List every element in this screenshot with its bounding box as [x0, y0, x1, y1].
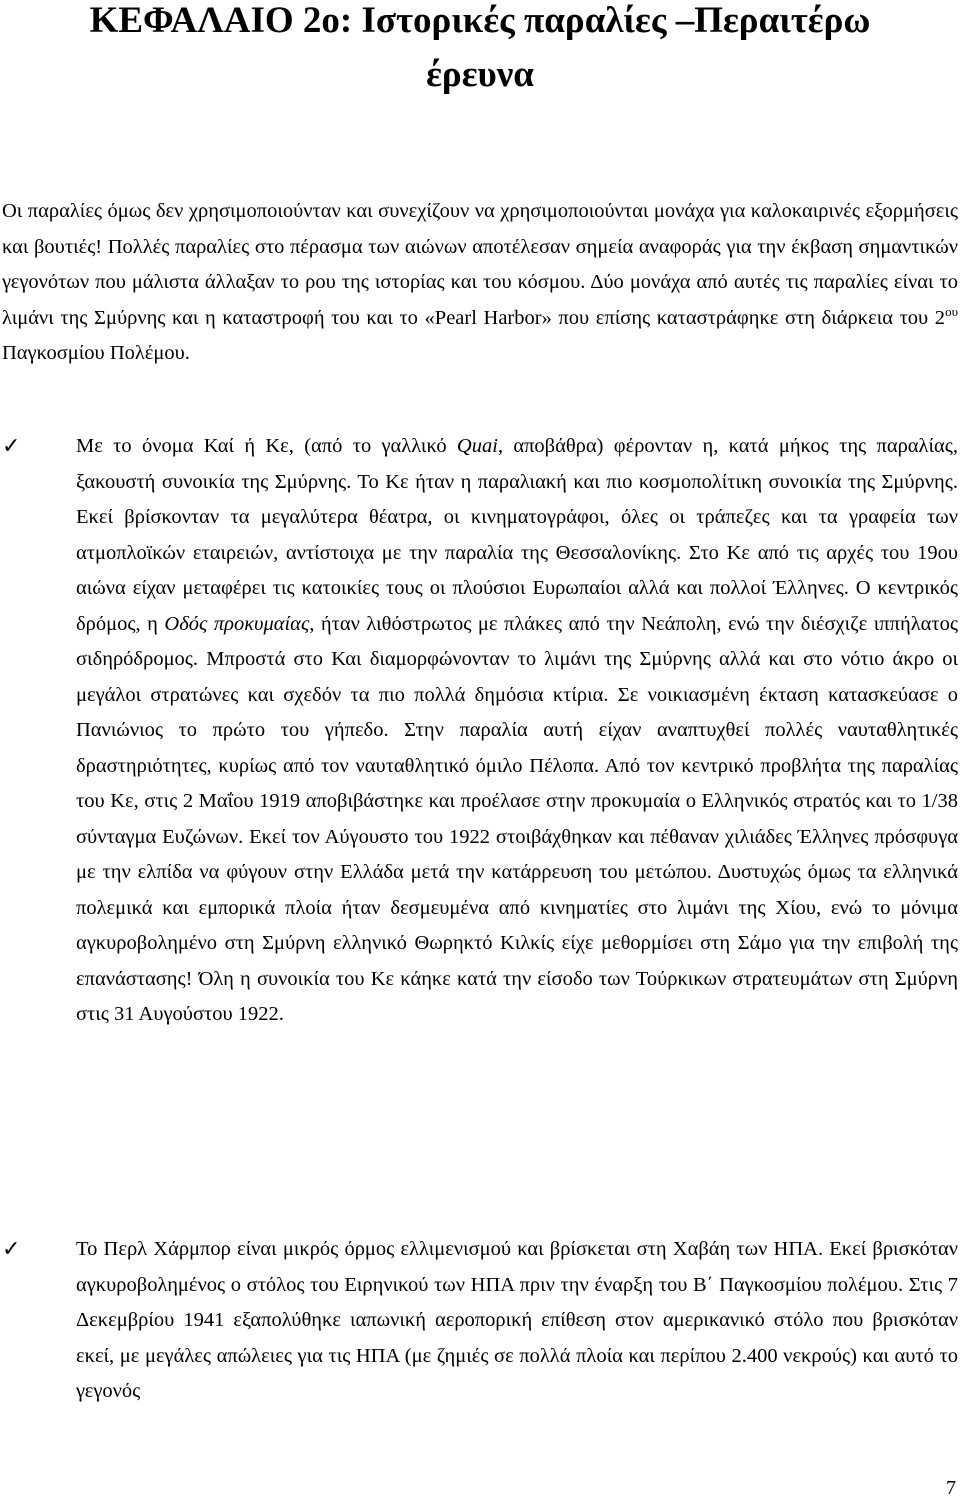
heading-line-1: ΚΕΦΑΛΑΙΟ 2ο: Ιστορικές παραλίες –Περαιτέρω [89, 0, 871, 41]
page-number: 7 [946, 1477, 956, 1499]
chapter-heading [0, 0, 960, 102]
smyrna-text-3: , ήταν λιθόστρωτος με πλάκες από την Νεάπολη, ενώ την διέσχιζε ιππήλατος σιδηρόδρομος. [76, 612, 959, 670]
italic-term-quai: Quai [456, 435, 498, 457]
bullet-smyrna-text [76, 429, 958, 1033]
bullet-smyrna [0, 429, 960, 1033]
smyrna-text-4: Μπροστά στο Και διαμορφώνονταν το λιμάνι της Σμύρνης αλλά και στο νότιο άκρο οι μεγάλοι στρατώνες και σχεδόν τα πιο πολλά δημόσια κτίρια. Σε νοικιασμένη έκταση κατασκεύασε ο Πανιώνιος το πρώτο του γήπεδο. Στην παραλία αυτή είχαν αναπτυχθεί πολλές ναυταθλητικές δραστηριότητες, κυρίως από τον ναυταθλητικό όμιλο Πέλοπα. Από τον κεντρικό προβλήτα της παραλίας του Κε, στις 2 Μαΐου 1919 αποβιβάστηκε και προέλασε στην προκυμαία ο Ελληνικός στρατός και το 1/38 σύνταγμα Ευζώνων. Εκεί τον Αύγουστο του 1922 στοιβάχθηκαν και πέθαναν χιλιάδες Έλληνες πρόσφυγα με την ελπίδα να φύγουν στην Ελλάδα μετά την κατάρρευση του μετώπου. Δυστυχώς όμως τα ελληνικά πολεμικά και εμπορικά πλοία ήταν δεσμευμένα από κινηματίες στο λιμάνι της Χίου, ενώ το μόνιμα αγκυροβολημένο στη Σμύρνη ελληνικό Θωρηκτό Κιλκίς είχε μεθορμίσει στη Σάμο για την επιβολή της επανάστασης! Όλη η συνοικία του Κε κάηκε κατά την είσοδο των Τούρκικων στρατευμάτων στη Σμύρνη στις 31 Αυγούστου 1922. [76, 648, 959, 1025]
smyrna-text-2: , αποβάθρα) φέρονταν η, κατά μήκος της παραλίας, ξακουστή συνοικία της Σμύρνης. Το Κε ήταν η παραλιακή και πιο κοσμοπολίτικη συνοικία της Σμύρνης. Εκεί βρίσκονταν τα μεγαλύτερα θέατρα, οι κινηματογράφοι, όλες οι τράπεζες και τα γραφεία των ατμοπλοϊκών εταιρειών, αντίστοιχα με την παραλία της Θεσσαλονίκης. Στο Κε από τις αρχές του 19ου αιώνα είχαν μεταφέρει τις κατοικίες τους οι πλούσιοι Ευρωπαίοι αλλά και πολλοί Έλληνες. Ο κεντρικός δρόμος, η [76, 435, 958, 635]
italic-term-street: Οδός προκυμαίας [164, 612, 310, 635]
smyrna-text-1: Με το όνομα Καί ή Κε, (από το γαλλικό [76, 435, 457, 457]
intro-text: Οι παραλίες όμως δεν χρησιμοποιούνταν και συνεχίζουν να χρησιμοποιούνται μονάχα για καλοκαιρινές εξορμήσεις και βουτιές! Πολλές παραλίες στο πέρασμα των αιώνων αποτέλεσαν σημεία αναφοράς για την έκβαση σημαντικών γεγονότων που μάλιστα άλλαξαν το ρου της ιστορίας και του κόσμου. Δύο μονάχα από αυτές τις παραλίες είναι το λιμάνι της Σμύρνης και η καταστροφή του και το «Pearl Harbor» που επίσης καταστράφηκε στη διάρκεια του 2 [2, 200, 958, 329]
checkmark-icon: ✓ [2, 1237, 21, 1262]
bullet-pearl-harbor-text: Το Περλ Χάρμπορ είναι μικρός όρμος ελλιμενισμού και βρίσκεται στη Χαβάη των ΗΠΑ. Εκεί βρισκόταν αγκυροβολημένος ο στόλος του Ειρηνικού των ΗΠΑ πριν την έναρξη του Β΄ Παγκοσμίου πολέμου. Στις 7 Δεκεμβρίου 1941 εξαπολύθηκε ιαπωνική αεροπορική επίθεση στον αμερικανικό στόλο που βρισκόταν εκεί, με μεγάλες απώλειες για τις ΗΠΑ (με ζημιές σε πολλά πλοία και περίπου 2.400 νεκρούς) και αυτό το γεγονός [76, 1238, 958, 1402]
bullet-smyrna-body [76, 435, 958, 1025]
ordinal-suffix: ου [945, 303, 958, 319]
heading-line-2: έρευνα [426, 54, 534, 95]
intro-paragraph [2, 194, 958, 372]
intro-text-end: Παγκοσμίου Πολέμου. [2, 342, 190, 364]
bullet-pearl-harbor [0, 1232, 960, 1410]
checkmark-icon: ✓ [2, 434, 21, 459]
